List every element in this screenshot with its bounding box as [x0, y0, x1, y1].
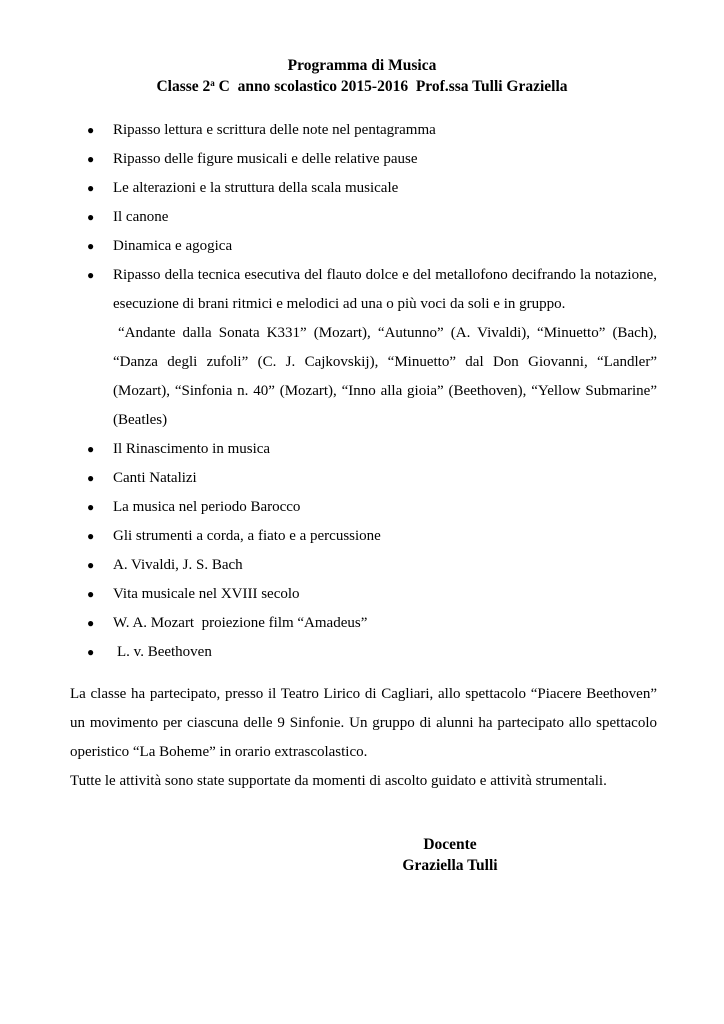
bullet-icon: ● [87, 181, 95, 195]
signature-name: Graziella Tulli [402, 857, 498, 874]
program-list [82, 116, 657, 667]
list-item: ● Dinamica e agogica [82, 232, 657, 261]
list-item: ● Le alterazioni e la struttura della scala musicale [82, 174, 657, 203]
bullet-icon: ● [87, 442, 95, 456]
document-title: Programma di Musica [287, 57, 437, 74]
document-subtitle [0, 76, 724, 97]
bullet-icon: ● [87, 471, 95, 485]
list-item: ● A. Vivaldi, J. S. Bach [82, 551, 657, 580]
closing-paragraph-activities: Tutte le attività sono state supportate da momenti di ascolto guidato e attività strumentali. [70, 773, 607, 789]
list-item: ● La musica nel periodo Barocco [82, 493, 657, 522]
bullet-icon: ● [87, 500, 95, 514]
list-item: ● Ripasso delle figure musicali e delle relative pause [82, 145, 657, 174]
bullet-icon: ● [87, 152, 95, 166]
list-item: ● Il Rinascimento in musica [82, 435, 657, 464]
list-item: ● Canti Natalizi [82, 464, 657, 493]
bullet-icon: ● [87, 616, 95, 630]
list-item: ● L. v. Beethoven [82, 638, 657, 667]
signature-role: Docente [423, 836, 477, 853]
bullet-icon: ● [87, 239, 95, 253]
bullet-icon: ● [87, 123, 95, 137]
signature-block [380, 834, 520, 876]
document-header [0, 55, 724, 97]
subtitle-details: C anno scolastico 2015-2016 Prof.ssa Tulli Graziella [214, 78, 568, 95]
list-item: ● Ripasso della tecnica esecutiva del flauto dolce e del metallofono decifrando la notazione, esecuzione di brani ritmici e melodici ad una o più voci da soli e in gruppo. “Andante dalla Sonata K331” (Mozart), “Autunno” (A. Vivaldi), “Minuetto” (Bach), “Danza degli zufoli” (C. J. Cajkovskij), “Minuetto” dal Don Giovanni, “Landler” (Mozart), “Sinfonia n. 40” (Mozart), “Inno alla gioia” (Beethoven), “Yellow Submarine” (Beatles) [82, 261, 657, 435]
bullet-icon: ● [87, 558, 95, 572]
closing-notes [70, 680, 657, 796]
closing-paragraph-theatre: La classe ha partecipato, presso il Teatro Lirico di Cagliari, allo spettacolo “Piacere Beethoven” un movimento per ciascuna delle 9 Sinfonie. Un gruppo di alunni ha partecipato allo spettacolo operistico “La Boheme” in orario extrascolastico. [70, 686, 657, 760]
bullet-icon: ● [87, 645, 95, 659]
list-item: ● Gli strumenti a corda, a fiato e a percussione [82, 522, 657, 551]
list-item: ● W. A. Mozart proiezione film “Amadeus” [82, 609, 657, 638]
repertoire-text: “Andante dalla Sonata K331” (Mozart), “Autunno” (A. Vivaldi), “Minuetto” (Bach), “Danza degli zufoli” (C. J. Cajkovskij), “Minuetto” dal Don Giovanni, “Landler” (Mozart), “Sinfonia n. 40” (Mozart), “Inno alla gioia” (Beethoven), “Yellow Submarine” (Beatles) [113, 325, 657, 428]
list-item: ● Vita musicale nel XVIII secolo [82, 580, 657, 609]
subtitle-ordinal: a [210, 78, 215, 88]
bullet-icon: ● [87, 529, 95, 543]
list-item: ● Ripasso lettura e scrittura delle note nel pentagramma [82, 116, 657, 145]
subtitle-class: Classe 2 [156, 78, 211, 95]
bullet-icon: ● [87, 268, 95, 282]
bullet-icon: ● [87, 587, 95, 601]
list-item: ● Il canone [82, 203, 657, 232]
bullet-icon: ● [87, 210, 95, 224]
